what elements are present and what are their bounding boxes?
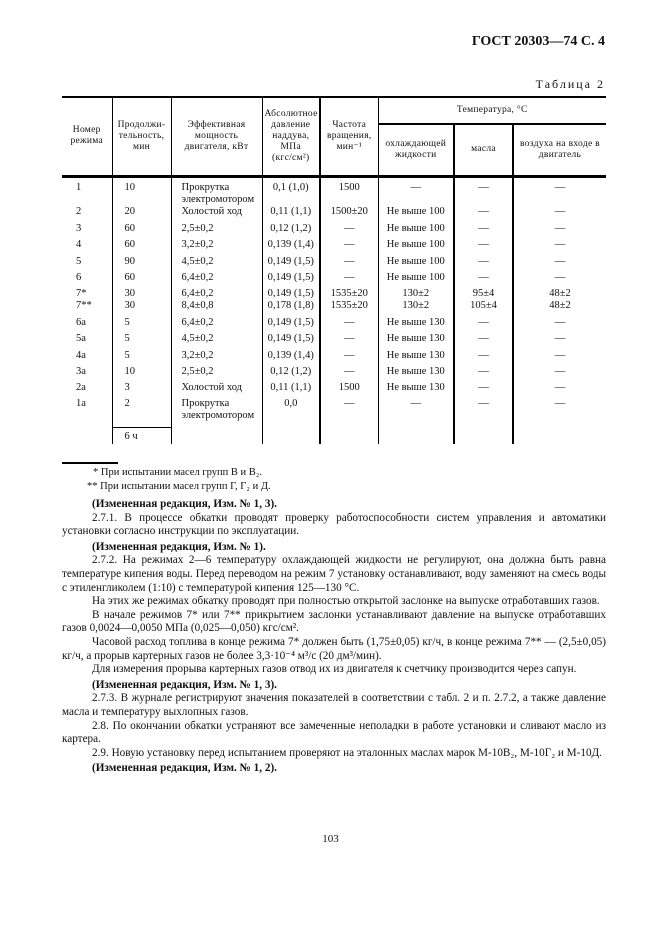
cell-air-temp: — <box>513 317 606 333</box>
table-row <box>62 317 606 333</box>
cell-mode: 6 <box>76 272 82 283</box>
cell-speed: — <box>320 239 378 256</box>
cell-mode: 1а <box>76 398 86 409</box>
cell-oil-temp: — <box>454 256 513 272</box>
cell-mode: 5 <box>76 256 82 267</box>
cell-coolant-temp: Не выше 100 <box>378 256 454 272</box>
cell-mode: 5а <box>76 333 86 344</box>
cell-coolant-temp: — <box>378 398 454 427</box>
cell-air-temp: — <box>513 272 606 288</box>
cell-speed: — <box>320 223 378 239</box>
paragraph: 2.9. Новую установку перед испытанием проверяют на эталонных маслах марок М-10В₂, М-10Г₂ и М-10Д. <box>92 746 602 759</box>
table-row <box>62 366 606 382</box>
paragraph: 2.7.2. На режимах 2—6 температуру охлаждающей жидкости не регулируют, она должна быть равна температуре кипения воды. Перед переводом на режим 7 установку останавливают, воду заменяют на смесь воды с этиленгликолем (1:10) с температурой кипения 125—130 °С. <box>62 554 606 594</box>
body-text <box>62 496 606 776</box>
cell-duration: 5 <box>112 350 171 366</box>
cell-air-temp: — <box>513 176 606 206</box>
cell-pressure: 0,149 (1,5) <box>262 333 320 350</box>
cell-power: 8,4±0,8 <box>171 300 262 317</box>
empty-cell <box>454 427 513 444</box>
cell-coolant-temp: Не выше 100 <box>378 206 454 223</box>
cell-duration: 60 <box>112 272 171 288</box>
cell-mode: 3 <box>76 223 82 234</box>
cell-duration: 20 <box>112 206 171 223</box>
cell-power: Прокрутка электромотором <box>171 176 262 206</box>
header-duration: Продолжи-тельность, мин <box>112 97 171 176</box>
cell-air-temp: — <box>513 256 606 272</box>
empty-cell <box>378 427 454 444</box>
cell-mode: 4 <box>76 239 82 250</box>
cell-oil-temp: — <box>454 382 513 398</box>
cell-speed: — <box>320 398 378 427</box>
modes-table <box>62 96 606 444</box>
cell-pressure: 0,139 (1,4) <box>262 239 320 256</box>
cell-power: 3,2±0,2 <box>171 239 262 256</box>
cell-oil-temp: — <box>454 350 513 366</box>
cell-mode: 4а <box>76 350 86 361</box>
table-row <box>62 333 606 350</box>
cell-oil-temp: — <box>454 176 513 206</box>
total-duration: 6 ч <box>112 427 171 444</box>
footnote-divider <box>62 462 118 464</box>
cell-coolant-temp: Не выше 130 <box>378 366 454 382</box>
table-row <box>62 239 606 256</box>
cell-speed: 1500 <box>320 382 378 398</box>
cell-coolant-temp: Не выше 100 <box>378 272 454 288</box>
amendment-note: (Измененная редакция, Изм. № 1, 2). <box>92 762 277 775</box>
cell-mode: 2 <box>76 206 82 217</box>
cell-speed: 1500 <box>320 176 378 206</box>
cell-speed: — <box>320 350 378 366</box>
cell-oil-temp: 105±4 <box>454 300 513 317</box>
footnote-2: ** При испытании масел групп Г, Г₂ и Д. <box>87 481 271 492</box>
table-row <box>62 223 606 239</box>
cell-oil-temp: — <box>454 272 513 288</box>
table-row <box>62 176 606 206</box>
cell-mode: 7* <box>76 288 87 299</box>
paragraph: Часовой расход топлива в конце режима 7* должен быть (1,75±0,05) кг/ч, в конце режима 7** — (2,5±0,05) кг/ч, а прорыв картерных газов не более 3,3·10⁻⁴ м³/с (20 дм³/мин). <box>62 635 606 662</box>
cell-duration: 5 <box>112 333 171 350</box>
cell-air-temp: — <box>513 366 606 382</box>
table-row <box>62 398 606 427</box>
cell-coolant-temp: Не выше 130 <box>378 350 454 366</box>
cell-oil-temp: — <box>454 366 513 382</box>
paragraph: В начале режимов 7* или 7** прикрытием заслонки устанавливают давление на выпуске отработавших газов 0,0024—0,0050 МПа (0,025—0,050) кгс/см². <box>62 608 606 635</box>
paragraph: 2.7.1. В процессе обкатки проводят проверку работоспособности систем управления и автоматики установки согласно инструкции по эксплуатации. <box>62 511 606 538</box>
cell-power: Прокрутка электромотором <box>171 398 262 427</box>
cell-oil-temp: — <box>454 333 513 350</box>
cell-speed: 1500±20 <box>320 206 378 223</box>
cell-coolant-temp: Не выше 130 <box>378 382 454 398</box>
cell-air-temp: — <box>513 382 606 398</box>
paragraph: Для измерения прорыва картерных газов отвод их из двигателя к счетчику производится через сапун. <box>92 663 577 676</box>
cell-mode: 1 <box>76 181 82 193</box>
cell-duration: 10 <box>112 176 171 206</box>
cell-duration: 30 <box>112 300 171 317</box>
empty-cell <box>262 427 320 444</box>
cell-power: 6,4±0,2 <box>171 272 262 288</box>
header-oil: масла <box>454 124 513 176</box>
paragraph: 2.8. По окончании обкатки устраняют все замеченные неполадки в работе установки и сливают масло из картера. <box>62 719 606 746</box>
cell-speed: 1535±20 <box>320 300 378 317</box>
cell-duration: 30 <box>112 288 171 300</box>
cell-coolant-temp: Не выше 130 <box>378 317 454 333</box>
table-row <box>62 288 606 300</box>
cell-power: 6,4±0,2 <box>171 317 262 333</box>
page-number: 103 <box>322 833 339 845</box>
empty-cell <box>62 427 112 444</box>
cell-pressure: 0,0 <box>262 398 320 427</box>
cell-air-temp: 48±2 <box>513 288 606 300</box>
cell-speed: 1535±20 <box>320 288 378 300</box>
cell-pressure: 0,11 (1,1) <box>262 206 320 223</box>
cell-pressure: 0,139 (1,4) <box>262 350 320 366</box>
cell-power: 2,5±0,2 <box>171 366 262 382</box>
cell-power: 3,2±0,2 <box>171 350 262 366</box>
cell-power: Холостой ход <box>171 382 262 398</box>
cell-air-temp: — <box>513 398 606 427</box>
table-row <box>62 300 606 317</box>
cell-oil-temp: — <box>454 398 513 427</box>
cell-mode: 7** <box>76 300 92 311</box>
cell-pressure: 0,149 (1,5) <box>262 272 320 288</box>
table-row <box>62 206 606 223</box>
cell-pressure: 0,149 (1,5) <box>262 256 320 272</box>
cell-duration: 2 <box>112 398 171 427</box>
empty-cell <box>171 427 262 444</box>
cell-pressure: 0,178 (1,8) <box>262 300 320 317</box>
paragraph: 2.7.3. В журнале регистрируют значения показателей в соответствии с табл. 2 и п. 2.7.2, а также давление масла и температуру выхлопных газов. <box>62 692 606 718</box>
cell-mode: 6а <box>76 317 86 328</box>
header-temperature: Температура, °С <box>378 97 606 124</box>
header-pressure-alt-unit: (кгс/см²) <box>272 152 310 163</box>
cell-power: 6,4±0,2 <box>171 288 262 300</box>
cell-duration: 10 <box>112 366 171 382</box>
header-mode: Номер режима <box>62 97 112 176</box>
cell-power: 4,5±0,2 <box>171 333 262 350</box>
paragraph: На этих же режимах обкатку проводят при полностью открытой заслонке на выпуске отработавших газов. <box>92 595 600 608</box>
cell-power: Холостой ход <box>171 206 262 223</box>
amendment-note: (Измененная редакция, Изм. № 1, 3). <box>92 678 277 691</box>
cell-air-temp: — <box>513 223 606 239</box>
cell-pressure: 0,149 (1,5) <box>262 317 320 333</box>
cell-air-temp: — <box>513 333 606 350</box>
cell-speed: — <box>320 366 378 382</box>
cell-oil-temp: — <box>454 223 513 239</box>
cell-power: 2,5±0,2 <box>171 223 262 239</box>
table-row <box>62 256 606 272</box>
cell-oil-temp: — <box>454 206 513 223</box>
cell-speed: — <box>320 256 378 272</box>
cell-pressure: 0,12 (1,2) <box>262 223 320 239</box>
cell-coolant-temp: Не выше 130 <box>378 333 454 350</box>
header-air: воздуха на входе в двигатель <box>513 124 606 176</box>
cell-speed: — <box>320 333 378 350</box>
cell-pressure: 0,1 (1,0) <box>262 176 320 206</box>
cell-duration: 60 <box>112 239 171 256</box>
cell-coolant-temp: 130±2 <box>378 288 454 300</box>
cell-coolant-temp: Не выше 100 <box>378 239 454 256</box>
header-coolant: охлаждающей жидкости <box>378 124 454 176</box>
cell-oil-temp: 95±4 <box>454 288 513 300</box>
header-power: Эффективная мощность двигателя, кВт <box>171 97 262 176</box>
header-pressure-unit: МПа <box>280 141 301 152</box>
header-pressure-text: Абсолютное давление наддува, <box>264 108 318 141</box>
table-row <box>62 350 606 366</box>
document-header: ГОСТ 20303—74 С. 4 <box>471 34 605 49</box>
header-speed-unit: мин⁻¹ <box>336 141 363 152</box>
cell-duration: 3 <box>112 382 171 398</box>
cell-air-temp: — <box>513 239 606 256</box>
table-row <box>62 272 606 288</box>
cell-duration: 5 <box>112 317 171 333</box>
amendment-note: (Измененная редакция, Изм. № 1). <box>92 540 266 553</box>
table-row <box>62 382 606 398</box>
amendment-note: (Измененная редакция, Изм. № 1, 3). <box>92 498 277 510</box>
cell-oil-temp: — <box>454 239 513 256</box>
cell-mode: 3а <box>76 366 86 377</box>
cell-coolant-temp: 130±2 <box>378 300 454 317</box>
empty-cell <box>320 427 378 444</box>
cell-power: 4,5±0,2 <box>171 256 262 272</box>
table-total-row <box>62 427 606 444</box>
cell-duration: 60 <box>112 223 171 239</box>
cell-air-temp: — <box>513 206 606 223</box>
header-speed <box>320 97 378 176</box>
cell-speed: — <box>320 317 378 333</box>
table-caption: Таблица 2 <box>535 77 605 91</box>
cell-pressure: 0,12 (1,2) <box>262 366 320 382</box>
cell-air-temp: 48±2 <box>513 300 606 317</box>
cell-speed: — <box>320 272 378 288</box>
empty-cell <box>513 427 606 444</box>
cell-pressure: 0,11 (1,1) <box>262 382 320 398</box>
cell-coolant-temp: — <box>378 176 454 206</box>
cell-duration: 90 <box>112 256 171 272</box>
cell-oil-temp: — <box>454 317 513 333</box>
cell-pressure: 0,149 (1,5) <box>262 288 320 300</box>
footnote-1: * При испытании масел групп В и В₂. <box>93 467 263 478</box>
cell-air-temp: — <box>513 350 606 366</box>
header-speed-text: Частота вращения, <box>326 119 372 141</box>
cell-mode: 2а <box>76 382 86 393</box>
header-pressure <box>262 97 320 176</box>
cell-coolant-temp: Не выше 100 <box>378 223 454 239</box>
